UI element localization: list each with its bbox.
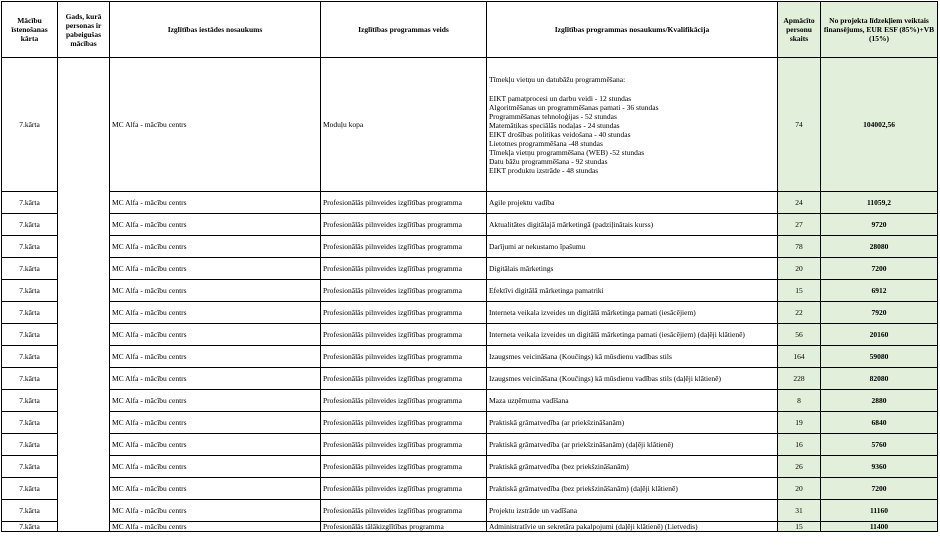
table-row: [2, 500, 938, 522]
cell-program-type: Profesionālās tālākizglītības programma: [321, 522, 487, 532]
module-item: Tīmekļa vietņu programmēšana (WEB) -52 stundas: [489, 147, 645, 157]
cell-institution: MC Alfa - mācību centrs: [110, 390, 321, 412]
cell-institution: MC Alfa - mācību centrs: [110, 434, 321, 456]
cell-round: 7.kārta: [2, 412, 58, 434]
table-row: [2, 478, 938, 500]
cell-funding: 20160: [821, 324, 938, 346]
cell-institution: MC Alfa - mācību centrs: [110, 236, 321, 258]
cell-round: 7.kārta: [2, 192, 58, 214]
table-row: [2, 456, 938, 478]
cell-program-type: Profesionālās pilnveides izglītības programma: [321, 478, 487, 500]
cell-persons: 164: [778, 346, 821, 368]
cell-persons: 27: [778, 214, 821, 236]
cell-round: 7.kārta: [2, 478, 58, 500]
cell-program-type: Profesionālās pilnveides izglītības programma: [321, 346, 487, 368]
cell-round: 7.kārta: [2, 302, 58, 324]
cell-institution: MC Alfa - mācību centrs: [110, 412, 321, 434]
cell-program-type: Profesionālās pilnveides izglītības programma: [321, 280, 487, 302]
cell-program-type: Profesionālās pilnveides izglītības programma: [321, 390, 487, 412]
cell-persons: 228: [778, 368, 821, 390]
header-funding: No projekta līdzekļiem veiktais finansējums, EUR ESF (85%)+VB (15%): [821, 2, 938, 58]
cell-funding: 2880: [821, 390, 938, 412]
cell-program-type: Profesionālās pilnveides izglītības programma: [321, 258, 487, 280]
module-item: Lietotnes programmēšana -48 stundas: [489, 138, 603, 148]
cell-persons: 22: [778, 302, 821, 324]
cell-round: 7.kārta: [2, 280, 58, 302]
cell-program-name: Praktiskā grāmatvedība (ar priekšzināšanām) (daļēji klātienē): [487, 434, 778, 456]
cell-institution: MC Alfa - mācību centrs: [110, 280, 321, 302]
module-item: Matemātikas speciālās nodaļas - 24 stundas: [489, 120, 620, 130]
cell-program-type: Profesionālās pilnveides izglītības programma: [321, 412, 487, 434]
header-row: [2, 2, 938, 58]
cell-program-type: Moduļu kopa: [321, 58, 487, 192]
cell-program-name: Interneta veikala izveides un digitālā mārketinga pamati (iesācējiem): [487, 302, 778, 324]
cell-funding: 11400: [821, 522, 938, 532]
table-row: [2, 58, 938, 192]
table-row: [2, 434, 938, 456]
cell-program-name: Agile projektu vadība: [487, 192, 778, 214]
cell-funding: 59080: [821, 346, 938, 368]
table-row: [2, 302, 938, 324]
cell-program-type: Profesionālās pilnveides izglītības programma: [321, 324, 487, 346]
cell-program-name: Projektu izstrāde un vadīšana: [487, 500, 778, 522]
cell-funding: 7920: [821, 302, 938, 324]
cell-institution: MC Alfa - mācību centrs: [110, 346, 321, 368]
cell-program-name: Praktiskā grāmatvedība (bez priekšzināšanām): [487, 456, 778, 478]
cell-round: 7.kārta: [2, 58, 58, 192]
cell-institution: MC Alfa - mācību centrs: [110, 302, 321, 324]
cell-funding: 11160: [821, 500, 938, 522]
cell-institution: MC Alfa - mācību centrs: [110, 324, 321, 346]
cell-institution: MC Alfa - mācību centrs: [110, 478, 321, 500]
module-item: EIKT pamatprocesi un darbu veidi - 12 stundas: [489, 93, 632, 103]
header-year: Gads, kurā personas ir pabeigušas mācības: [58, 2, 110, 58]
cell-round: 7.kārta: [2, 324, 58, 346]
cell-institution: MC Alfa - mācību centrs: [110, 258, 321, 280]
program-title: Tīmekļu vietņu un datubāžu programmēšana:: [489, 74, 626, 84]
table-row: [2, 412, 938, 434]
cell-institution: MC Alfa - mācību centrs: [110, 368, 321, 390]
cell-round: 7.kārta: [2, 522, 58, 532]
cell-program-name: Praktiskā grāmatvedība (ar priekšzināšanām): [487, 412, 778, 434]
cell-funding: 6912: [821, 280, 938, 302]
cell-program-name: Maza uzņēmuma vadīšana: [487, 390, 778, 412]
cell-program-name: Digitālais mārketings: [487, 258, 778, 280]
module-item: EIKT produktu izstrāde - 48 stundas: [489, 165, 599, 175]
table-row: [2, 522, 938, 532]
table-row: [2, 214, 938, 236]
cell-program-name: Praktiskā grāmatvedība (bez priekšzināšanām) (daļēji klātienē): [487, 478, 778, 500]
table-row: [2, 346, 938, 368]
table-row: [2, 324, 938, 346]
cell-program-name: Efektīvi digitālā mārketinga pamatriki: [487, 280, 778, 302]
cell-funding: 5760: [821, 434, 938, 456]
cell-program-type: Profesionālās pilnveides izglītības programma: [321, 368, 487, 390]
cell-program-type: Profesionālās pilnveides izglītības programma: [321, 192, 487, 214]
cell-round: 7.kārta: [2, 346, 58, 368]
cell-persons: 8: [778, 390, 821, 412]
cell-program-name: Darījumi ar nekustamo īpašumu: [487, 236, 778, 258]
cell-program-type: Profesionālās pilnveides izglītības programma: [321, 500, 487, 522]
table-row: [2, 258, 938, 280]
cell-program-type: Profesionālās pilnveides izglītības programma: [321, 434, 487, 456]
table-row: [2, 236, 938, 258]
cell-institution: MC Alfa - mācību centrs: [110, 500, 321, 522]
cell-persons: 20: [778, 478, 821, 500]
cell-program-type: Profesionālās pilnveides izglītības programma: [321, 456, 487, 478]
cell-funding: 7200: [821, 478, 938, 500]
header-persons: Apmācīto personu skaits: [778, 2, 821, 58]
table-row: [2, 280, 938, 302]
cell-program-type: Profesionālās pilnveides izglītības programma: [321, 236, 487, 258]
table-row: [2, 390, 938, 412]
cell-persons: 26: [778, 456, 821, 478]
header-round: Mācību īstenošanas kārta: [2, 2, 58, 58]
cell-round: 7.kārta: [2, 258, 58, 280]
cell-funding: 9360: [821, 456, 938, 478]
cell-persons: 24: [778, 192, 821, 214]
header-program-type: Izglītības programmas veids: [321, 2, 487, 58]
cell-persons: 15: [778, 280, 821, 302]
cell-persons: 78: [778, 236, 821, 258]
cell-funding: 28080: [821, 236, 938, 258]
table-row: [2, 192, 938, 214]
cell-program-name: Aktualitātes digitālajā mārketingā (padziļinātais kurss): [487, 214, 778, 236]
cell-round: 7.kārta: [2, 456, 58, 478]
cell-program-modules: [487, 58, 778, 192]
cell-institution: MC Alfa - mācību centrs: [110, 58, 321, 192]
module-item: Programmēšanas tehnoloģijas - 52 stundas: [489, 111, 617, 121]
cell-round: 7.kārta: [2, 214, 58, 236]
cell-persons: 74: [778, 58, 821, 192]
cell-persons: 31: [778, 500, 821, 522]
cell-persons: 20: [778, 258, 821, 280]
cell-funding: 11059,2: [821, 192, 938, 214]
header-institution: Izglītības iestādes nosaukums: [110, 2, 321, 58]
cell-round: 7.kārta: [2, 236, 58, 258]
module-item: EIKT drošības politikas veidošana - 40 stundas: [489, 129, 631, 139]
cell-round: 7.kārta: [2, 390, 58, 412]
cell-round: 7.kārta: [2, 368, 58, 390]
training-table: [1, 1, 938, 532]
cell-funding: 104002,56: [821, 58, 938, 192]
cell-persons: 15: [778, 522, 821, 532]
header-program-name: Izglītības programmas nosaukums/Kvalifikācija: [487, 2, 778, 58]
cell-institution: MC Alfa - mācību centrs: [110, 192, 321, 214]
cell-persons: 16: [778, 434, 821, 456]
module-item: Algoritmēšanas un programmēšanas pamati - 36 stundas: [489, 102, 659, 112]
cell-funding: 6840: [821, 412, 938, 434]
cell-funding: 82080: [821, 368, 938, 390]
cell-program-type: Profesionālās pilnveides izglītības programma: [321, 214, 487, 236]
spacer: [489, 84, 775, 94]
cell-round: 7.kārta: [2, 500, 58, 522]
cell-year-merged: [58, 58, 110, 532]
cell-persons: 56: [778, 324, 821, 346]
cell-funding: 9720: [821, 214, 938, 236]
cell-persons: 19: [778, 412, 821, 434]
cell-institution: MC Alfa - mācību centrs: [110, 456, 321, 478]
module-item: Datu bāžu programmēšana - 92 stundas: [489, 156, 608, 166]
cell-institution: MC Alfa - mācību centrs: [110, 522, 321, 532]
cell-round: 7.kārta: [2, 434, 58, 456]
cell-program-name: Izaugsmes veicināšana (Koučings) kā mūsdienu vadības stils (daļēji klātienē): [487, 368, 778, 390]
cell-program-name: Izaugsmes veicināšana (Koučings) kā mūsdienu vadības stils: [487, 346, 778, 368]
table-row: [2, 368, 938, 390]
cell-program-type: Profesionālās pilnveides izglītības programma: [321, 302, 487, 324]
cell-institution: MC Alfa - mācību centrs: [110, 214, 321, 236]
cell-funding: 7200: [821, 258, 938, 280]
cell-program-name: Interneta veikala izveides un digitālā mārketinga pamati (iesācējiem) (daļēji klātienē): [487, 324, 778, 346]
cell-program-name: Administratīvie un sekretāra pakalpojumi (daļēji klātienē) (Lietvedis): [487, 522, 778, 532]
